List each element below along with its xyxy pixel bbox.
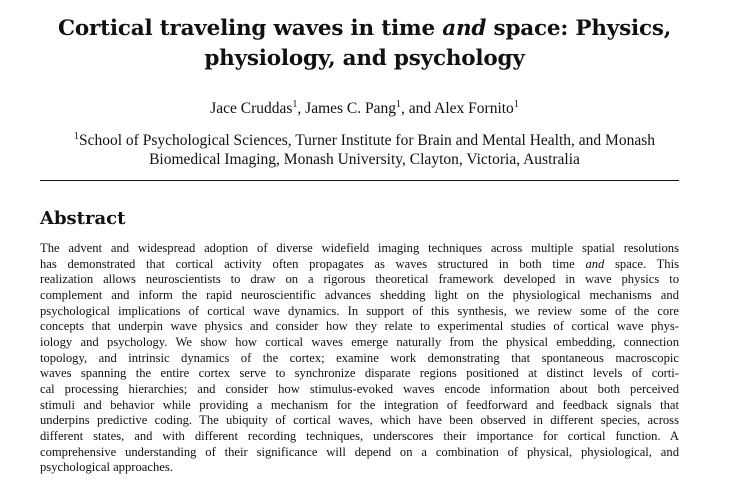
abstract-line: topology, and intrinsic dynamics of the cortex; examine work demonstrating that spontaneous macroscopic bbox=[40, 350, 679, 365]
paper-title bbox=[30, 14, 699, 74]
affiliation-marker: 1 bbox=[513, 99, 519, 110]
author-name: James C. Pang bbox=[305, 100, 396, 117]
abstract-line: realization allows neuroscientists to draw on a rigorous theoretical framework developed in wave physics to bbox=[40, 272, 679, 287]
abstract-line: comprehensive understanding of their significance will depend on a combination of physical, physiological, and bbox=[40, 444, 679, 459]
author-name: Jace Cruddas bbox=[210, 100, 293, 117]
author-name: Alex Fornito bbox=[434, 100, 514, 117]
title-line-2: physiology, and psychology bbox=[204, 46, 525, 71]
abstract-heading: Abstract bbox=[40, 208, 126, 229]
abstract-body bbox=[40, 241, 679, 476]
abstract-line: psychological implications of cortical wave dynamics. In support of this synthesis, we review some of the core bbox=[40, 303, 679, 318]
abstract-line: concepts that underpin wave physics and consider how they relate to experimental studies of cortical wave phys- bbox=[40, 319, 679, 334]
affiliation-marker: 1 bbox=[74, 131, 79, 142]
abstract-line: has demonstrated that cortical activity often propagates as waves structured in both time and space. This bbox=[40, 256, 680, 271]
abstract-line: psychological approaches. bbox=[40, 460, 173, 475]
affiliation bbox=[30, 131, 699, 169]
affiliation-marker: 1 bbox=[396, 99, 401, 110]
author-list: Jace Cruddas$^1$, James C. Pang$^1$, and Alex Fornito$^1$ bbox=[210, 99, 519, 117]
header-divider bbox=[40, 180, 679, 181]
affiliation-marker: 1 bbox=[292, 99, 298, 110]
affiliation-line-2: Biomedical Imaging, Monash University, Clayton, Victoria, Australia bbox=[149, 151, 580, 168]
abstract-line: underpins predictive coding. The ubiquity of cortical waves, which have been observed in different species, across bbox=[40, 413, 679, 428]
affiliation-line-1: School of Psychological Sciences, Turner Institute for Brain and Mental Health, and Monash bbox=[79, 132, 655, 149]
abstract-line: The advent and widespread adoption of diverse widefield imaging techniques across multiple spatial resolutions bbox=[40, 241, 679, 255]
abstract-line: cal processing hierarchies; and consider how stimulus-evoked waves encode information about both perceived bbox=[40, 381, 679, 396]
abstract-line: different states, and with different recording techniques, underscores their importance for cortical function. A bbox=[40, 428, 679, 443]
abstract-line: stimuli and behavior while providing a mechanism for the integration of feedforward and feedback signals that bbox=[40, 397, 679, 412]
abstract-line: complement and inform the rapid neuroscientific advances shedding light on the physiological mechanisms and bbox=[40, 287, 679, 302]
abstract-line: waves spanning the entire cortex serve to synchronize disparate regions positioned at distinct levels of corti- bbox=[40, 366, 679, 381]
title-line-1: Cortical traveling waves in time and space: Physics, bbox=[57, 16, 672, 41]
abstract-line: iology and psychology. We show how cortical waves emerge naturally from the physical embedding, connection bbox=[40, 334, 679, 349]
